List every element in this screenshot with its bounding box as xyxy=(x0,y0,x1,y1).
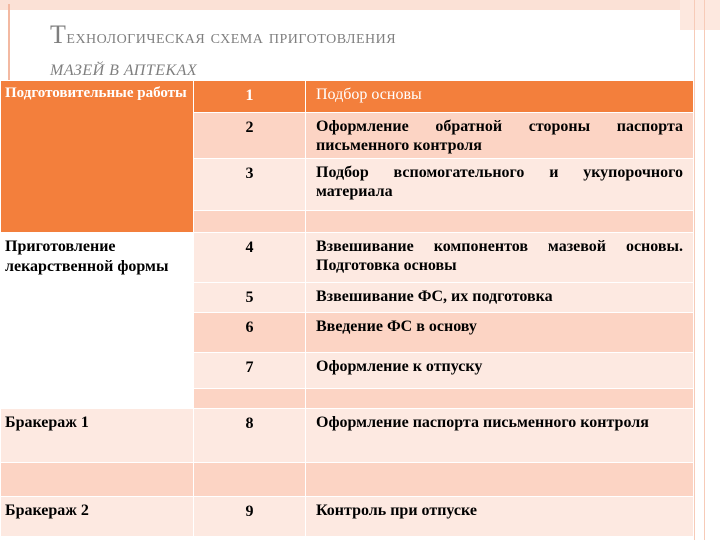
table-row xyxy=(1,409,694,463)
right-decor-line xyxy=(704,0,705,540)
top-decor-band xyxy=(0,0,720,10)
step-text: Оформление к отпуску xyxy=(306,353,694,389)
left-decor-line xyxy=(8,4,10,84)
table-row-spacer xyxy=(1,463,694,497)
stage-brak2: Бракераж 2 xyxy=(1,497,194,537)
table-row xyxy=(1,497,694,537)
step-number: 8 xyxy=(194,409,306,463)
step-text: Оформление паспорта письменного контроля xyxy=(306,409,694,463)
step-number: 4 xyxy=(194,233,306,283)
slide-title xyxy=(50,18,610,87)
title-line1: ехнологическая схема приготовления xyxy=(66,26,397,48)
step-text: Контроль при отпуске xyxy=(306,497,694,537)
step-number: 5 xyxy=(194,283,306,313)
right-decor-line xyxy=(694,0,695,540)
corner-decor xyxy=(680,0,720,30)
step-number: 2 xyxy=(194,113,306,159)
step-number: 3 xyxy=(194,159,306,211)
title-cap: Т xyxy=(50,20,67,49)
stage-prep: Подготовительные работы xyxy=(1,81,194,233)
process-table xyxy=(0,80,694,537)
step-text: Оформление обратной стороны паспорта письменного контроля xyxy=(306,113,694,159)
table-row xyxy=(1,233,694,283)
step-text: Взвешивание компонентов мазевой основы. Подготовка основы xyxy=(306,233,694,283)
step-number: 6 xyxy=(194,313,306,353)
table-row xyxy=(1,81,694,113)
step-text: Подбор вспомогательного и укупорочного материала xyxy=(306,159,694,211)
step-text: Введение ФС в основу xyxy=(306,313,694,353)
step-number: 9 xyxy=(194,497,306,537)
step-text: Взвешивание ФС, их подготовка xyxy=(306,283,694,313)
step-number: 7 xyxy=(194,353,306,389)
title-line2: МАЗЕЙ В АПТЕКАХ xyxy=(50,62,198,79)
stage-brak1: Бракераж 1 xyxy=(1,409,194,463)
step-text: Подбор основы xyxy=(306,81,694,113)
step-number: 1 xyxy=(194,81,306,113)
stage-drug-form: Приготовление лекарственной формы xyxy=(1,233,194,409)
